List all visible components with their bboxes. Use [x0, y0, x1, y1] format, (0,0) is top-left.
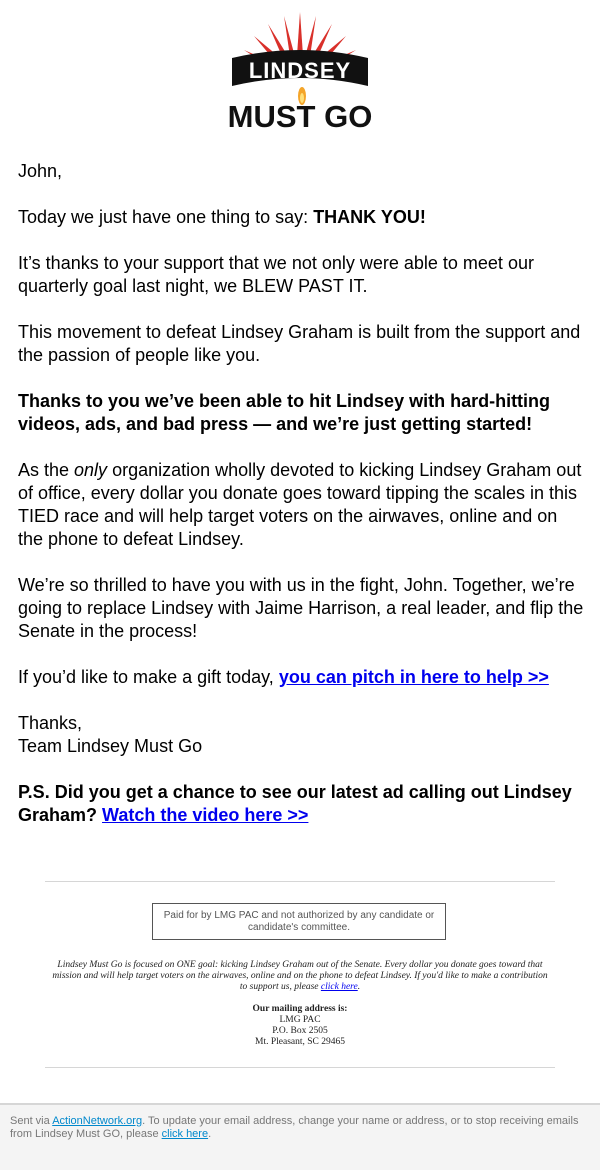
paragraph-organization	[18, 459, 584, 551]
mission-end: .	[357, 982, 361, 992]
unsubscribe-link[interactable]: click here	[161, 1128, 209, 1140]
email-body	[18, 160, 584, 850]
signoff-line2: Team Lindsey Must Go	[18, 736, 203, 756]
divider-top	[45, 881, 555, 882]
hard-hitting-bold: Thanks to you we’ve been able to hit Lindsey with hard-hitting videos, ads, and bad press — and we’re just getting started!	[18, 391, 551, 434]
mission-click-here-link[interactable]: click here	[320, 982, 358, 992]
signoff-line1: Thanks,	[18, 713, 83, 733]
mailing-address	[150, 1004, 450, 1048]
footer	[0, 1103, 600, 1170]
organization-post: organization wholly devoted to kicking Lindsey Graham out of office, every dollar you donate goes toward tipping the scales in this TIED race and will help target voters on the airwaves, online and on the phone to defeat Lindsey.	[18, 460, 582, 549]
address-line1: LMG PAC	[279, 1015, 321, 1025]
actionnetwork-link[interactable]: ActionNetwork.org	[52, 1115, 143, 1127]
divider-bottom	[45, 1067, 555, 1068]
thank-you-text: Today we just have one thing to say:	[18, 207, 314, 227]
watch-video-link[interactable]: Watch the video here >>	[102, 805, 309, 825]
logo-line2: MUST GO	[227, 99, 373, 132]
address-line3: Mt. Pleasant, SC 29465	[255, 1037, 345, 1047]
paid-for-disclaimer: Paid for by LMG PAC and not authorized by any candidate or candidate's committee.	[152, 903, 446, 940]
gift-text: If you’d like to make a gift today,	[18, 667, 279, 687]
postscript	[18, 781, 584, 827]
lindsey-must-go-logo	[222, 10, 378, 132]
paragraph-gift	[18, 666, 584, 689]
mission-statement	[50, 960, 550, 993]
paragraph-goal: It’s thanks to your support that we not only were able to meet our quarterly goal last night, we BLEW PAST IT.	[18, 253, 534, 296]
pitch-in-link[interactable]: you can pitch in here to help >>	[278, 667, 549, 687]
address-heading: Our mailing address is:	[252, 1004, 348, 1014]
logo-graphic	[222, 10, 378, 132]
logo-line1: LINDSEY	[248, 58, 352, 83]
footer-pre: Sent via	[10, 1115, 53, 1127]
greeting: John,	[18, 161, 63, 181]
postscript-text: P.S. Did you get a chance to see our latest ad calling out Lindsey Graham?	[18, 782, 572, 825]
paragraph-movement: This movement to defeat Lindsey Graham is built from the support and the passion of people like you.	[18, 322, 581, 365]
organization-emphasis: only	[74, 460, 108, 480]
paragraph-hard-hitting	[18, 390, 584, 436]
footer-mid: . To update your email address, change your name or address, or to stop receiving emails from Lindsey Must GO, please	[10, 1115, 579, 1140]
signoff	[18, 712, 584, 758]
organization-pre: As the	[18, 460, 75, 480]
address-line2: P.O. Box 2505	[272, 1026, 328, 1036]
paragraph-thrilled: We’re so thrilled to have you with us in the fight, John. Together, we’re going to replace Lindsey with Jaime Harrison, a real leader, and flip the Senate in the process!	[18, 575, 584, 641]
mission-text: Lindsey Must Go is focused on ONE goal: kicking Lindsey Graham out of the Senate. Every dollar you donate goes toward that mission and will help target voters on the airwaves, online and on the phone to defeat Lindsey. If you'd like to make a contribution to support us, please	[52, 960, 548, 992]
thank-you-bold: THANK YOU!	[313, 207, 426, 227]
footer-end: .	[208, 1128, 212, 1140]
paragraph-thank-you	[18, 206, 584, 229]
